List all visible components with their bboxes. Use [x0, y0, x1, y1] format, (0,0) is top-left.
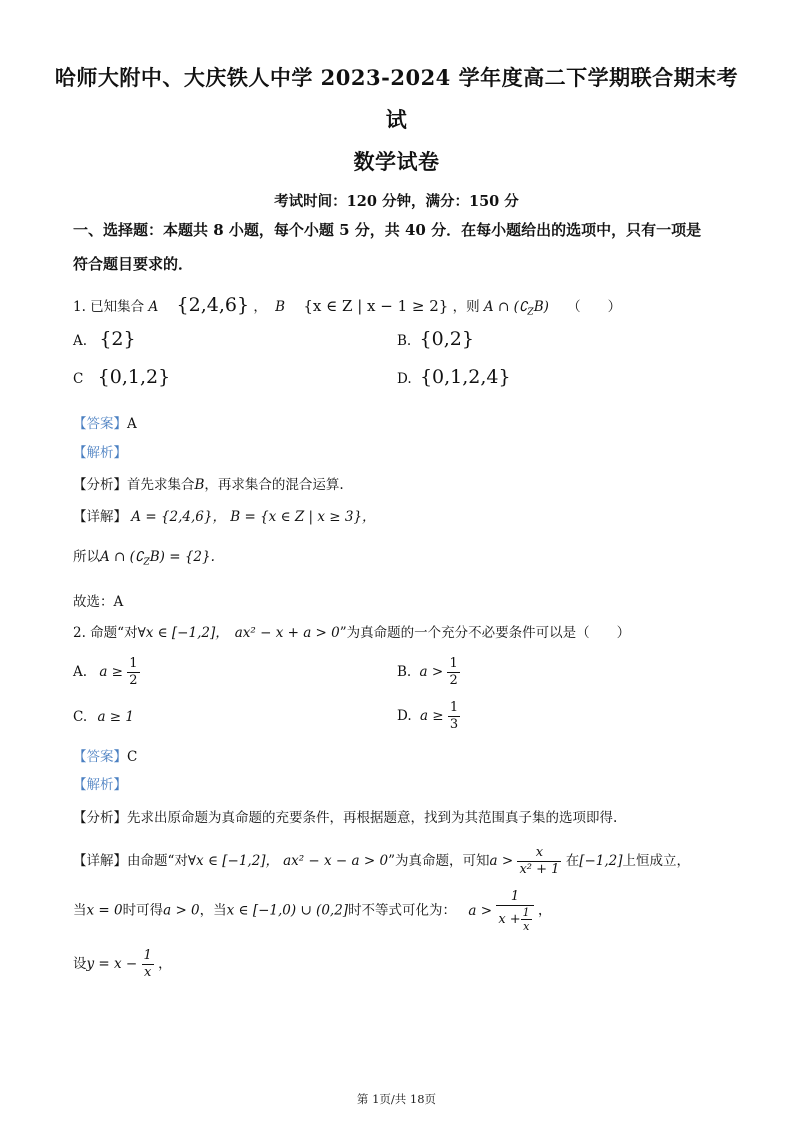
q2-detail-tag: 【详解】 — [73, 853, 127, 869]
q1-option-d-value: {0,1,2,4} — [419, 366, 511, 388]
q2-detail-line-1 — [73, 845, 690, 878]
exam-info: 考试时间：120 分钟，满分：150 分 — [274, 193, 519, 210]
q2-option-b-label: B. — [397, 664, 412, 680]
q1-option-b-value: {0,2} — [419, 328, 474, 350]
q1-detail — [73, 505, 376, 525]
q2-line2-a0: a > 0 — [163, 902, 200, 919]
q2-option-b-fraction: $\frac{1}{2}$ — [449, 656, 458, 688]
q2-option-a-fraction: $\frac{1}{2}$ — [129, 656, 138, 688]
q2-option-c — [73, 709, 134, 725]
q2-option-c-label: C. — [73, 709, 88, 725]
page-footer: 第 1页/共 18页 — [356, 1092, 437, 1106]
q1-option-c — [73, 366, 170, 388]
section-heading-line-1: 一、选择题：本题共 8 小题，每个小题 5 分，共 40 分．在每小题给出的选项中，只有一项是 — [73, 221, 702, 239]
q2-option-a-lhs: a ≥ — [99, 664, 123, 680]
q2-detail-fraction: $\frac{x}{\text{x² + 1}}$ — [519, 845, 560, 877]
title-line-1: 哈师大附中、大庆铁人中学 2023-2024 学年度高二下学期联合期末考 — [54, 65, 739, 90]
section-heading-line-2: 符合题目要求的． — [73, 255, 194, 273]
q2-answer — [73, 745, 137, 765]
q2-detail-in: 在 — [565, 853, 580, 869]
q2-fenxi — [73, 806, 617, 826]
q1-paren: （ ） — [567, 299, 622, 315]
q2-detail-pre: 由命题“对 — [127, 853, 188, 869]
q2-detail-a-gt: a > — [489, 853, 514, 869]
q2-line2-mid2: ，当 — [199, 902, 227, 919]
q1-so-expr: A ∩ (∁ — [100, 549, 144, 565]
subject-title: 数学试卷 — [353, 149, 440, 174]
q1-option-a-label: A. — [73, 333, 88, 349]
q2-line2-range: x ∈ [−1,0) ∪ (0,2] — [226, 902, 349, 919]
q1-option-b — [397, 328, 474, 350]
q1-detail-tag: 【详解】 — [73, 509, 127, 525]
q2-stem — [73, 621, 630, 641]
q2-option-b — [397, 656, 460, 689]
q2-analysis-tag: 【解析】 — [73, 777, 127, 793]
q1-fenxi-end: ，再求集合的混合运算. — [204, 477, 344, 493]
title-line-2: 试 — [385, 107, 408, 132]
q2-stem-forall: ∀x ∈ [−1,2]， — [137, 625, 229, 641]
q2-line2-post: 时不等式可化为： — [348, 902, 457, 919]
q1-option-d — [397, 366, 511, 388]
q2-detail-mid: ”为真命题，可知 — [388, 853, 490, 869]
q2-line3-fraction: $\frac{1}{x}$ — [143, 948, 152, 980]
q2-option-d-label: D. — [397, 708, 412, 724]
q2-option-b-lhs: a > — [419, 664, 444, 680]
q2-fenxi-text: 先求出原命题为真命题的充要条件，再根据题意，找到为其范围真子集的选项即得. — [127, 810, 618, 826]
q1-option-b-label: B. — [397, 333, 412, 349]
q1-so: 所以 — [73, 549, 100, 565]
q1-fenxi-b: B — [194, 477, 205, 493]
q1-answer — [73, 412, 137, 432]
q1-detail-b: B = {x ∈ Z | x ≥ 3}， — [230, 509, 376, 525]
q2-line2-pre: 当 — [73, 902, 87, 919]
q2-line3-pre: 设 — [73, 956, 87, 972]
q1-option-c-label: C — [73, 371, 84, 387]
q2-detail-interval: [−1,2] — [579, 853, 623, 869]
q1-detail-a: A = {2,4,6}， — [131, 509, 226, 525]
q1-option-d-label: D. — [397, 371, 412, 387]
q2-answer-value: C — [127, 749, 138, 765]
q1-option-a — [73, 328, 136, 350]
q2-line3-comma: ， — [158, 956, 172, 972]
q1-ask: ，则 — [452, 299, 480, 315]
q1-expr-sub: Z — [527, 307, 534, 318]
q1-option-c-value: {0,1,2} — [97, 366, 171, 388]
q2-option-a — [73, 656, 140, 689]
q1-conclusion — [73, 545, 215, 568]
q2-detail-hold: 上恒成立， — [622, 853, 691, 869]
q2-line2-a-gt: a > — [468, 902, 493, 919]
q1-set-b-value: {x ∈ Z | x − 1 ≥ 2} — [303, 297, 449, 315]
q2-line2-fraction: 1 x + $\frac{1}{x}$ — [496, 889, 533, 933]
q1-choose: 故选：A — [73, 594, 124, 610]
q2-line2-x0: x = 0 — [86, 902, 123, 919]
q2-detail-ineq: ax² − x − a > 0 — [283, 853, 389, 869]
q2-option-d-fraction: $\frac{1}{3}$ — [449, 700, 459, 732]
q2-stem-ineq: ax² − x + a > 0 — [234, 625, 340, 641]
q1-fenxi-tag: 【分析】 — [73, 477, 127, 493]
q2-stem-post: ”为真命题的一个充分不必要条件可以是（ ） — [339, 625, 631, 641]
q1-so-sub: Z — [143, 557, 150, 568]
q1-number: 1. 已知集合 — [73, 299, 145, 315]
q2-option-d — [397, 700, 460, 733]
q1-fenxi-text: 首先求集合 — [127, 477, 195, 493]
q1-option-a-value: {2} — [99, 328, 136, 350]
q1-fenxi — [73, 473, 344, 493]
q1-set-b: B — [275, 299, 286, 315]
q1-expr-end: B) — [533, 299, 549, 315]
q1-expr: A ∩ (∁ — [483, 299, 528, 315]
q2-fenxi-tag: 【分析】 — [73, 810, 127, 826]
q2-option-d-lhs: a ≥ — [419, 708, 444, 724]
q2-option-a-label: A. — [73, 664, 88, 680]
q1-stem: 1. 已知集合 A {2,4,6} ， B {x ∈ Z | x − 1 ≥ 2} ，则 A ∩ $(∁_ZB)$ （ ） — [73, 294, 622, 318]
q2-detail-line-2 — [73, 889, 551, 933]
q1-set-a: A — [148, 299, 159, 315]
q2-detail-line-3 — [73, 948, 172, 981]
q2-line2-mid: 时可得 — [122, 902, 164, 919]
q2-stem-pre: 2. 命题“对 — [73, 625, 138, 641]
q2-option-c-value: a ≥ 1 — [97, 709, 134, 725]
q2-detail-forall: ∀x ∈ [−1,2]， — [187, 853, 280, 869]
q2-line3-y: y = x − — [86, 956, 138, 972]
q1-analysis-tag: 【解析】 — [73, 445, 127, 461]
q2-line2-comma: ， — [537, 902, 552, 919]
q1-answer-value: A — [127, 416, 137, 432]
q1-so-end: B) = {2}. — [149, 549, 215, 565]
q2-answer-tag: 【答案】 — [73, 749, 127, 765]
q1-answer-tag: 【答案】 — [73, 416, 127, 432]
q1-set-a-value: {2,4,6} — [176, 294, 250, 316]
